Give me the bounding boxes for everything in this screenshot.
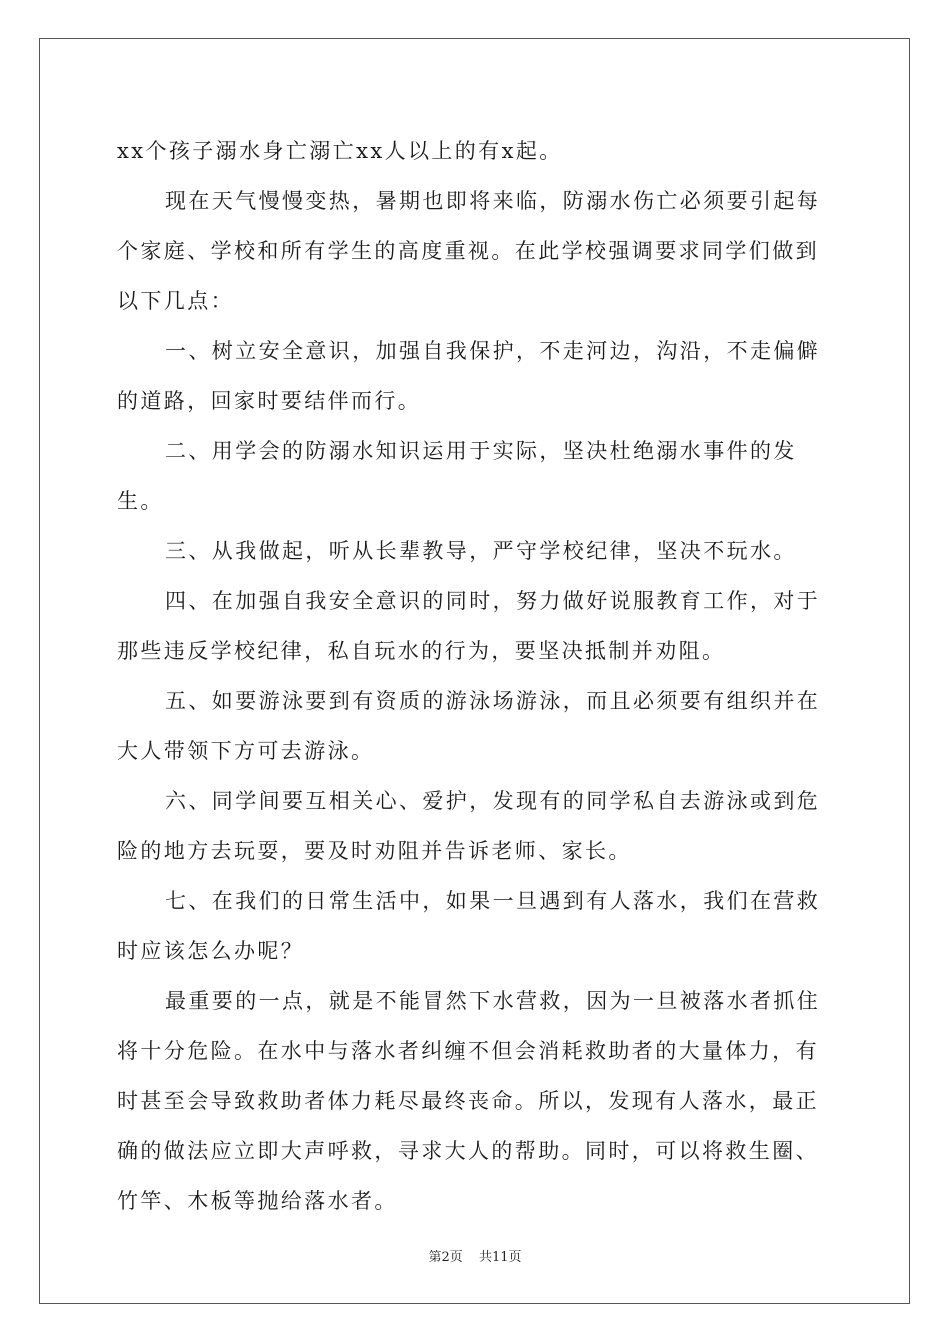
paragraph-1: xx个孩子溺水身亡溺亡xx人以上的有x起。 bbox=[117, 139, 563, 163]
paragraph-6: 四、在加强自我安全意识的同时，努力做好说服教育工作，对于那些违反学校纪律，私自玩水的行为，要坚决抵制并劝阻。 bbox=[117, 589, 821, 663]
paragraph-7: 五、如要游泳要到有资质的游泳场游泳，而且必须要有组织并在大人带领下方可去游泳。 bbox=[117, 689, 821, 763]
paragraph-8: 六、同学间要互相关心、爱护，发现有的同学私自去游泳或到危险的地方去玩耍，要及时劝阻并告诉老师、家长。 bbox=[117, 789, 821, 863]
paragraph-2: 现在天气慢慢变热，暑期也即将来临，防溺水伤亡必须要引起每个家庭、学校和所有学生的高度重视。在此学校强调要求同学们做到以下几点： bbox=[117, 189, 821, 313]
paragraph-4: 二、用学会的防溺水知识运用于实际，坚决杜绝溺水事件的发生。 bbox=[117, 439, 797, 513]
page-footer bbox=[0, 1246, 950, 1265]
page-total: 共11页 bbox=[478, 1250, 522, 1265]
paragraph-5: 三、从我做起，听从长辈教导，严守学校纪律，坚决不玩水。 bbox=[165, 539, 797, 563]
page-number: 第2页 bbox=[428, 1250, 463, 1265]
paragraph-9: 七、在我们的日常生活中，如果一旦遇到有人落水，我们在营救时应该怎么办呢？ bbox=[117, 889, 821, 963]
paragraph-10: 最重要的一点，就是不能冒然下水营救，因为一旦被落水者抓住将十分危险。在水中与落水者纠缠不但会消耗救助者的大量体力，有时甚至会导致救助者体力耗尽最终丧命。所以，发现有人落水，最正确的做法应立即大声呼救，寻求大人的帮助。同时，可以将救生圈、竹竿、木板等抛给落水者。 bbox=[117, 989, 821, 1213]
document-body bbox=[117, 126, 833, 1226]
paragraph-3: 一、树立安全意识，加强自我保护，不走河边，沟沿，不走偏僻的道路，回家时要结伴而行。 bbox=[117, 339, 821, 413]
